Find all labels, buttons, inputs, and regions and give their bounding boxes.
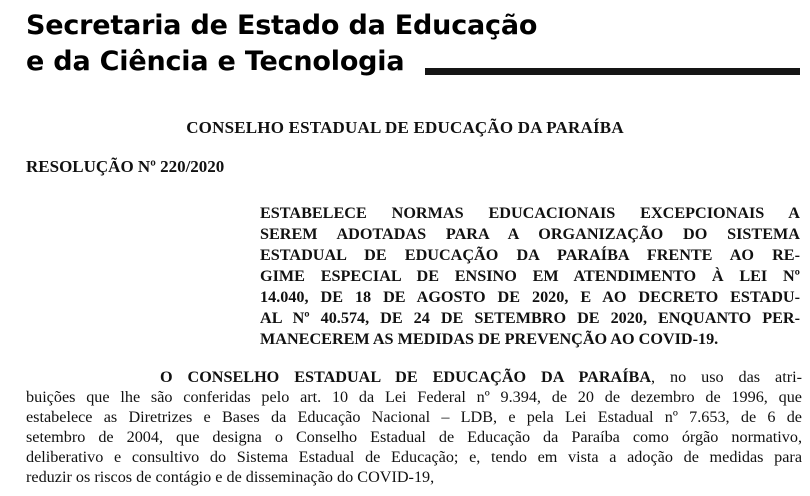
resolution-number: RESOLUÇÃO Nº 220/2020	[26, 157, 225, 176]
body-paragraph	[26, 367, 802, 487]
body-line: reduzir os riscos de contágio e de disseminação do COVID-19,	[26, 468, 435, 486]
header-rule	[425, 68, 800, 75]
ementa-line: ESTADUAL DE EDUCAÇÃO DA PARAÍBA FRENTE AO RE-	[260, 246, 800, 264]
ementa-line: SEREM ADOTADAS PARA A ORGANIZAÇÃO DO SISTEMA	[260, 225, 800, 243]
ementa-block	[260, 203, 800, 350]
council-title: CONSELHO ESTADUAL DE EDUCAÇÃO DA PARAÍBA	[186, 118, 624, 137]
header-line-2: e da Ciência e Tecnologia	[26, 46, 405, 77]
ementa-line: ESTABELECE NORMAS EDUCACIONAIS EXCEPCIONAIS A	[260, 204, 800, 222]
ementa-line: AL Nº 40.574, DE 24 DE SETEMBRO DE 2020, ENQUANTO PER-	[260, 309, 800, 327]
body-line: setembro de 2004, que designa o Conselho Estadual de Educação da Paraíba como órgão normativo,	[26, 428, 802, 446]
body-line: buições que lhe são conferidas pelo art. 10 da Lei Federal nº 9.394, de 20 de dezembro de 1996, que	[26, 388, 802, 406]
ementa-line: MANECEREM AS MEDIDAS DE PREVENÇÃO AO COVID-19.	[260, 330, 719, 348]
body-bold-intro: O CONSELHO ESTADUAL DE EDUCAÇÃO DA PARAÍBA	[160, 368, 652, 386]
ementa-line: GIME ESPECIAL DE ENSINO EM ATENDIMENTO À LEI Nº	[260, 267, 800, 285]
body-first-rest: , no uso das atri-	[651, 368, 802, 386]
body-line: estabelece as Diretrizes e Bases da Educação Nacional – LDB, e pela Lei Estadual nº 7.653, de 6 de	[26, 408, 802, 426]
ementa-line: 14.040, DE 18 DE AGOSTO DE 2020, E AO DECRETO ESTADU-	[260, 288, 800, 306]
header-line-1: Secretaria de Estado da Educação	[26, 10, 538, 41]
body-line-first	[26, 367, 802, 387]
body-line: deliberativo e consultivo do Sistema Estadual de Educação; e, tendo em vista a adoção de medidas para	[26, 448, 802, 466]
